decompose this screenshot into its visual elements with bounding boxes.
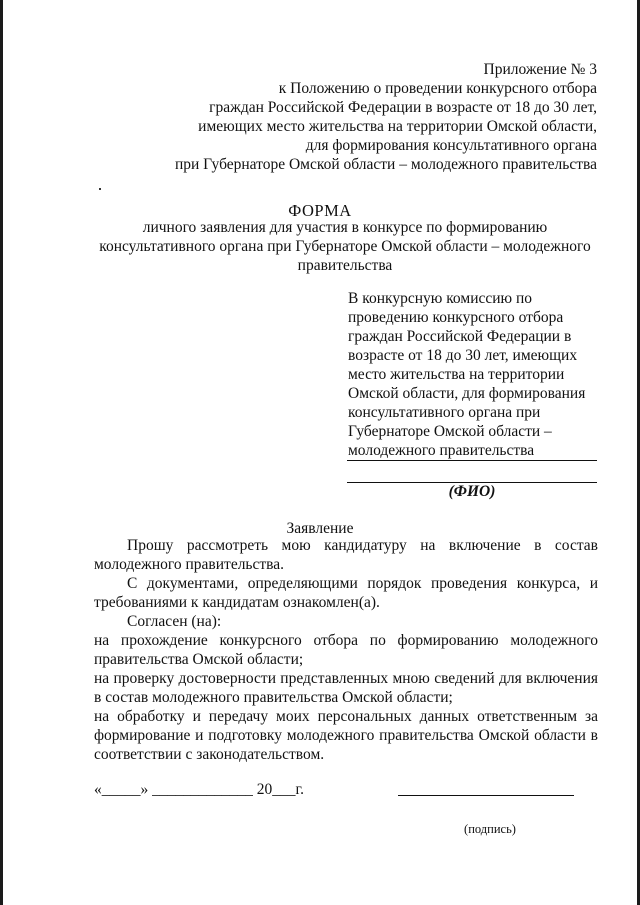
appendix-line: к Положению о проведении конкурсного отбора xyxy=(278,80,597,97)
appendix-header xyxy=(77,60,597,174)
fio-fill-line-1 xyxy=(347,460,597,461)
statement-paragraph: Согласен (на): xyxy=(127,613,222,630)
addressee-line: В конкурсную комиссию по xyxy=(348,290,533,307)
appendix-line: Приложение № 3 xyxy=(483,61,597,78)
form-subtitle-line: консультативного органа при Губернаторе Омской области – молодежного xyxy=(99,238,591,255)
signature-row xyxy=(94,780,598,820)
page-left-edge xyxy=(0,0,3,905)
fio-caption: (ФИО) xyxy=(448,483,496,500)
appendix-line: имеющих место жительства на территории Омской области, xyxy=(198,118,597,135)
form-title: ФОРМА xyxy=(288,201,352,220)
date-field: «_____» _____________ 20___г. xyxy=(94,781,304,798)
addressee-block xyxy=(348,289,598,460)
addressee-line: проведению конкурсного отбора xyxy=(348,309,564,326)
statement-paragraph: на прохождение конкурсного отбора по формированию молодежного правительства Омской области; xyxy=(94,632,598,668)
form-subtitle xyxy=(90,218,600,275)
appendix-line: при Губернаторе Омской области – молодежного правительства xyxy=(174,156,597,173)
addressee-line: консультативного органа при xyxy=(348,404,541,421)
statement-title: Заявление xyxy=(286,520,354,537)
signature-caption: (подпись) xyxy=(464,822,516,836)
addressee-line: возрасте от 18 до 30 лет, имеющих xyxy=(348,347,578,364)
appendix-line: граждан Российской Федерации в возрасте от 18 до 30 лет, xyxy=(209,99,597,116)
statement-body xyxy=(94,536,598,764)
addressee-line: граждан Российской Федерации в xyxy=(348,328,572,345)
addressee-line: молодежного правительства xyxy=(348,442,535,459)
addressee-line: Омской области, для формирования xyxy=(348,385,586,402)
statement-paragraph: на обработку и передачу моих персональных данных ответственным за формирование и подготовку молодежного правительства Омской области в соответствии с законодательством. xyxy=(94,708,598,763)
signature-line xyxy=(398,795,574,796)
statement-paragraph: С документами, определяющими порядок проведения конкурса, и требованиями к кандидатам ознакомлен(а). xyxy=(94,575,598,611)
form-subtitle-line: личного заявления для участия в конкурсе по формированию xyxy=(142,219,548,236)
statement-paragraph: на проверку достоверности представленных мною сведений для включения в состав молодежного правительства Омской области; xyxy=(94,670,598,706)
form-subtitle-line: правительства xyxy=(297,257,393,274)
addressee-line: место жительства на территории xyxy=(348,366,565,383)
addressee-line: Губернаторе Омской области – xyxy=(348,423,552,440)
appendix-line: для формирования консультативного органа xyxy=(305,137,597,154)
scan-speck xyxy=(99,188,101,190)
statement-paragraph: Прошу рассмотреть мою кандидатуру на включение в состав молодежного правительства. xyxy=(94,537,598,573)
